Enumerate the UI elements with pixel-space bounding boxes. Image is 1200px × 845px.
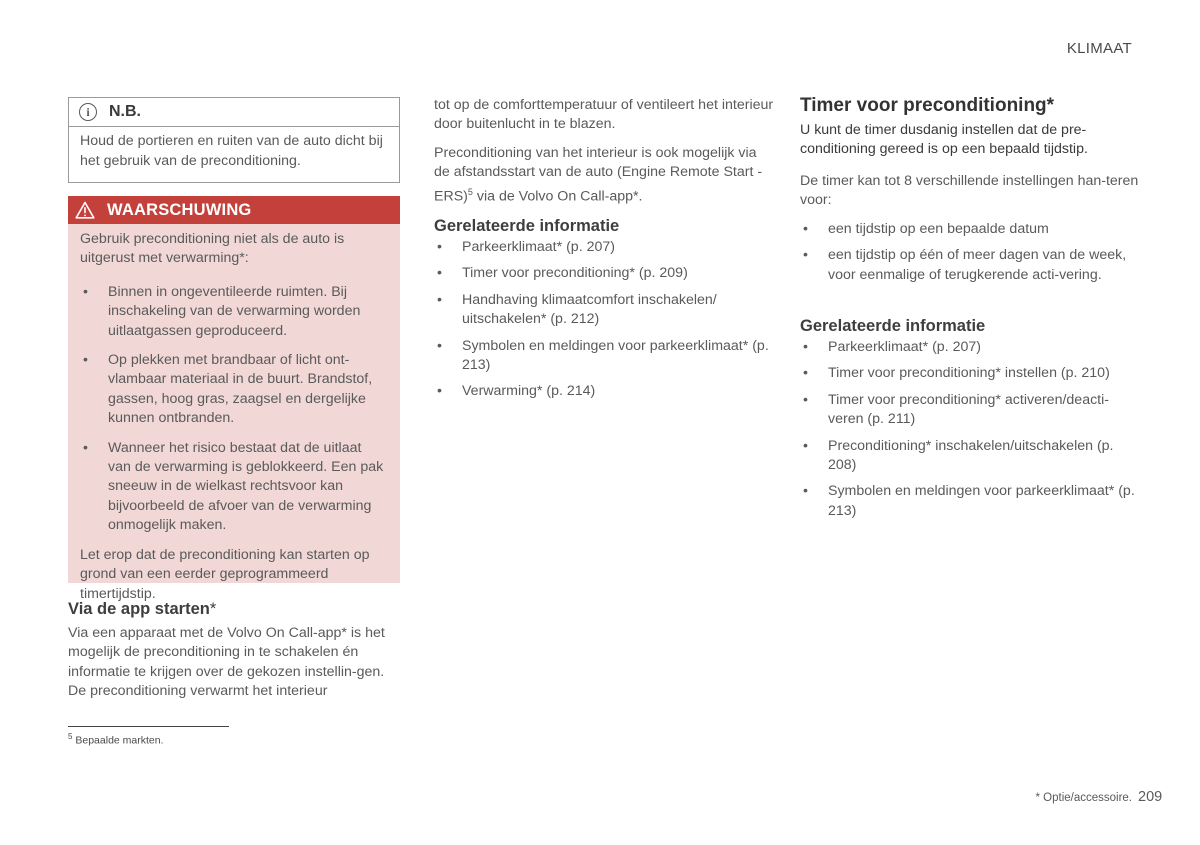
col2-paragraph-1: tot op de comforttemperatuur of ventileert het interieur door buitenlucht in te blazen. (434, 97, 774, 133)
list-item: • Op plekken met brandbaar of licht ont-vlambaar materiaal in de buurt. Brandstof, gassen, hoog gras, zaagsel en dergelijke kunnen ontbranden. (83, 352, 373, 427)
footnote-divider (68, 726, 229, 727)
related-link[interactable]: • Parkeerklimaat* (p. 207) (437, 239, 615, 255)
related-link[interactable]: • Timer voor preconditioning* activeren/deacti-veren (p. 211) (803, 391, 1109, 428)
via-app-heading: Via de app starten* (68, 600, 217, 618)
related-link[interactable]: • Verwarming* (p. 214) (437, 383, 596, 400)
chapter-title: KLIMAAT (1066, 40, 1132, 57)
footnote-ref[interactable]: 5 (467, 186, 473, 197)
list-item: • een tijdstip op een bepaalde datum (803, 221, 1049, 237)
warning-box (68, 196, 400, 602)
col2-related-heading: Gerelateerde informatie (434, 217, 620, 235)
warning-body (68, 224, 400, 604)
warning-intro: Gebruik preconditioning niet als de auto is uitgerust met verwarming*: (80, 231, 345, 267)
col3-related-list (800, 338, 1140, 528)
col2-related-list (434, 238, 774, 409)
warning-outro: Let erop dat de preconditioning kan starten op grond van een eerder geprogrammeerd timertijdstip. (80, 546, 370, 602)
related-link[interactable]: • Timer voor preconditioning* instellen (p. 210) (803, 365, 1110, 382)
related-link[interactable]: • Symbolen en meldingen voor parkeerklimaat* (p. 213) (437, 337, 769, 374)
related-link[interactable]: • Preconditioning* inschakelen/uitschakelen (p. 208) (803, 437, 1114, 474)
related-link[interactable]: • Timer voor preconditioning* (p. 209) (437, 265, 688, 282)
related-link[interactable]: • Parkeerklimaat* (p. 207) (803, 339, 981, 355)
note-box (68, 97, 400, 183)
warning-list (80, 283, 388, 536)
warning-header (68, 196, 400, 224)
col2-paragraph-2: Preconditioning van het interieur is ook mogelijk via de afstandsstart van de auto (Engine Remote Start - ERS)$^5$ via de Volvo On Call-app*. (434, 145, 763, 205)
list-item: • Wanneer het risico bestaat dat de uitlaat van de verwarming is geblokkeerd. Een pak sneeuw in de wielkast rechtsvoor kan bijvoorbeeld de afvoer van de verwarming onmogelijk maken. (83, 439, 384, 534)
page-number: 209 (1138, 789, 1163, 805)
list-item: • een tijdstip op één of meer dagen van de week, voor eenmalige of terugkerende acti-vering. (803, 247, 1127, 283)
list-item: • Binnen in ongeventileerde ruimten. Bij inschakeling van de verwarming worden uitlaatgassen geproduceerd. (83, 283, 361, 339)
section-title: Timer voor preconditioning* (800, 95, 1055, 116)
col3-paragraph: De timer kan tot 8 verschillende instellingen han-teren voor: (800, 173, 1139, 209)
section-lead: U kunt de timer dusdanig instellen dat de pre-conditioning gereed is op een bepaald tijdstip. (800, 122, 1088, 158)
col3-related-heading: Gerelateerde informatie (800, 317, 986, 335)
note-title: N.B. (109, 103, 141, 120)
note-header (69, 98, 399, 127)
warning-triangle-icon (75, 201, 95, 219)
option-note: * Optie/accessoire. (1035, 792, 1132, 804)
via-app-text: Via een apparaat met de Volvo On Call-app* is het mogelijk de preconditioning in te schakelen én informatie te krijgen over de gekozen instellin-gen. De preconditioning verwarmt het interieur (68, 625, 385, 700)
note-text: Houd de portieren en ruiten van de auto dicht bij het gebruik van de preconditioning. (80, 133, 383, 169)
related-link[interactable]: • Symbolen en meldingen voor parkeerklimaat* (p. 213) (803, 483, 1135, 519)
related-link[interactable]: • Handhaving klimaatcomfort inschakelen/ uitschakelen* (p. 212) (437, 291, 717, 328)
info-circle-icon: i (79, 103, 97, 121)
warning-title: WAARSCHUWING (107, 200, 252, 219)
timer-options-list (800, 220, 1140, 292)
footnote: $^5$ Bepaalde markten. (68, 732, 164, 747)
